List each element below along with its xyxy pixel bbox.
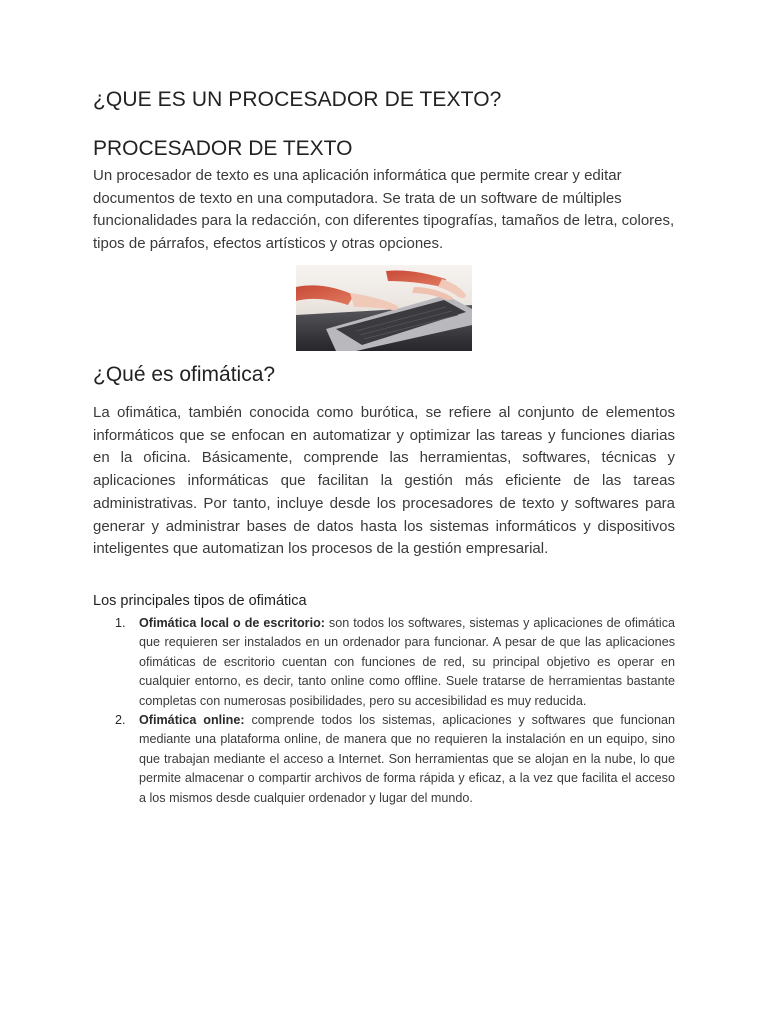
list-item-term: Ofimática local o de escritorio: <box>139 616 325 630</box>
list-item <box>93 614 675 711</box>
section-title-ofimatica: ¿Qué es ofimática? <box>93 363 276 386</box>
intro-paragraph: Un procesador de texto es una aplicación informática que permite crear y editar documentos de texto en una computadora. Se trata de un software de múltiples funcionalidades para la redacción, con diferentes tipografías, tamaños de letra, colores, tipos de párrafos, efectos artísticos y otras opciones. <box>93 167 675 253</box>
list-item-number: 1. <box>115 616 126 630</box>
laptop-typing-photo <box>296 265 472 351</box>
list-item-text: son todos los softwares, sistemas y aplicaciones de ofimática que requieren ser instalados en un ordenador para funcionar. A pesar de que las aplicaciones ofimáticas de escritorio cuentan con funciones de red, su principal objetivo es operar en cualquier entorno, es decir, tanto online como offline. Suele tratarse de herramientas bastante completas con numerosas posibilidades, pero su accesibilidad es muy reducida. <box>139 616 675 708</box>
ofimatica-paragraph: La ofimática, también conocida como burótica, se refiere al conjunto de elementos informáticos que se enfocan en automatizar y optimizar las tareas y funciones diarias en la oficina. Básicamente, comprende las herramientas, softwares, técnicas y aplicaciones informáticas que facilitan la gestión más eficiente de las tareas administrativas. Por tanto, incluye desde los procesadores de texto y softwares para generar y administrar bases de datos hasta los sistemas informáticos y dispositivos inteligentes que automatizan los procesos de la gestión empresarial. <box>93 404 675 558</box>
list-item-text: comprende todos los sistemas, aplicaciones y softwares que funcionan mediante una plataforma online, de manera que no requieren la instalación en un equipo, sino que trabajan mediante el acceso a Internet. Son herramientas que se alojan en la nube, lo que permite almacenar o compartir archivos de forma rápida y eficaz, a la vez que facilita el acceso a los mismos desde cualquier ordenador y lugar del mundo. <box>139 713 675 805</box>
list-item-term: Ofimática online: <box>139 713 245 728</box>
list-item <box>93 711 675 808</box>
section-title-procesador: PROCESADOR DE TEXTO <box>93 137 353 160</box>
main-title: ¿QUE ES UN PROCESADOR DE TEXTO? <box>93 88 502 111</box>
types-list <box>93 614 675 808</box>
types-heading: Los principales tipos de ofimática <box>93 593 307 609</box>
list-item-number: 2. <box>115 713 126 728</box>
